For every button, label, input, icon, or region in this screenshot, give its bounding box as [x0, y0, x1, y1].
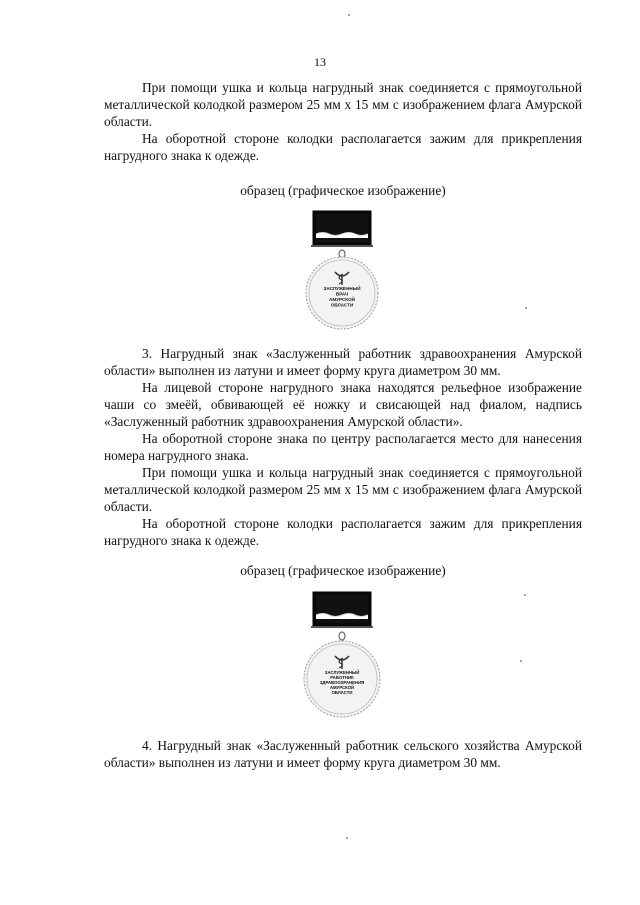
scan-speck	[348, 14, 350, 16]
paragraph: На оборотной стороне колодки располагается зажим для прикрепления нагрудного знака к одежде.	[104, 516, 582, 548]
medal-inscription-line: ЗАСЛУЖЕННЫЙ	[323, 286, 361, 291]
scan-speck	[524, 594, 526, 596]
medal-disc	[304, 641, 380, 717]
medal-inscription-line: ЗАСЛУЖЕННЫЙ	[324, 670, 360, 675]
badge-ring	[339, 632, 345, 640]
ribbon-bar	[311, 592, 373, 628]
medal-inscription-line: ОБЛАСТИ	[331, 690, 353, 695]
figure-caption-2: образец (графическое изображение)	[240, 563, 446, 578]
paragraph: 4. Нагрудный знак «Заслуженный работник сельского хозяйства Амурской области» выполнен из латуни и имеет форму круга диаметром 30 мм.	[104, 738, 582, 770]
paragraph: На оборотной стороне знака по центру располагается место для нанесения номера нагрудного знака.	[104, 431, 582, 463]
page-number: 13	[314, 55, 326, 69]
scan-speck	[525, 307, 527, 309]
medal-inscription-line: ВРАЧ	[335, 291, 349, 297]
scan-speck	[346, 837, 348, 839]
figure-caption-1: образец (графическое изображение)	[240, 183, 446, 198]
badge-image-2	[297, 589, 387, 723]
paragraph: На лицевой стороне нагрудного знака находятся рельефное изображение чаши со змеёй, обвивающей её ножку и свисающей над фиалом, надпись «Заслуженный работник здравоохранения Амурской области».	[104, 380, 582, 429]
paragraph-block-3	[104, 737, 582, 771]
medal-inscription-line: ЗДРАВООХРАНЕНИЯ	[319, 680, 365, 685]
medal-inscription-line: АМУРСКОЙ	[329, 685, 355, 690]
medal-inscription-line: АМУРСКОЙ	[329, 297, 355, 302]
paragraph: При помощи ушка и кольца нагрудный знак соединяется с прямоугольной металлической колодкой размером 25 мм x 15 мм с изображением флага Амурской области.	[104, 465, 582, 514]
paragraph: На оборотной стороне колодки располагается зажим для прикрепления нагрудного знака к одежде.	[104, 131, 582, 163]
medal-inscription-line: РАБОТНИК	[330, 675, 354, 680]
paragraph-block-1	[104, 79, 582, 164]
paragraph-block-2	[104, 345, 582, 549]
paragraph: При помощи ушка и кольца нагрудный знак соединяется с прямоугольной металлической колодкой размером 25 мм x 15 мм с изображением флага Амурской области.	[104, 80, 582, 129]
medal-disc	[306, 257, 378, 329]
scan-speck	[520, 660, 522, 662]
medal-inscription-line: ОБЛАСТИ	[330, 302, 354, 308]
paragraph: 3. Нагрудный знак «Заслуженный работник здравоохранения Амурской области» выполнен из латуни и имеет форму круга диаметром 30 мм.	[104, 346, 582, 378]
badge-image-1	[297, 208, 387, 336]
ribbon-bar	[311, 211, 373, 247]
